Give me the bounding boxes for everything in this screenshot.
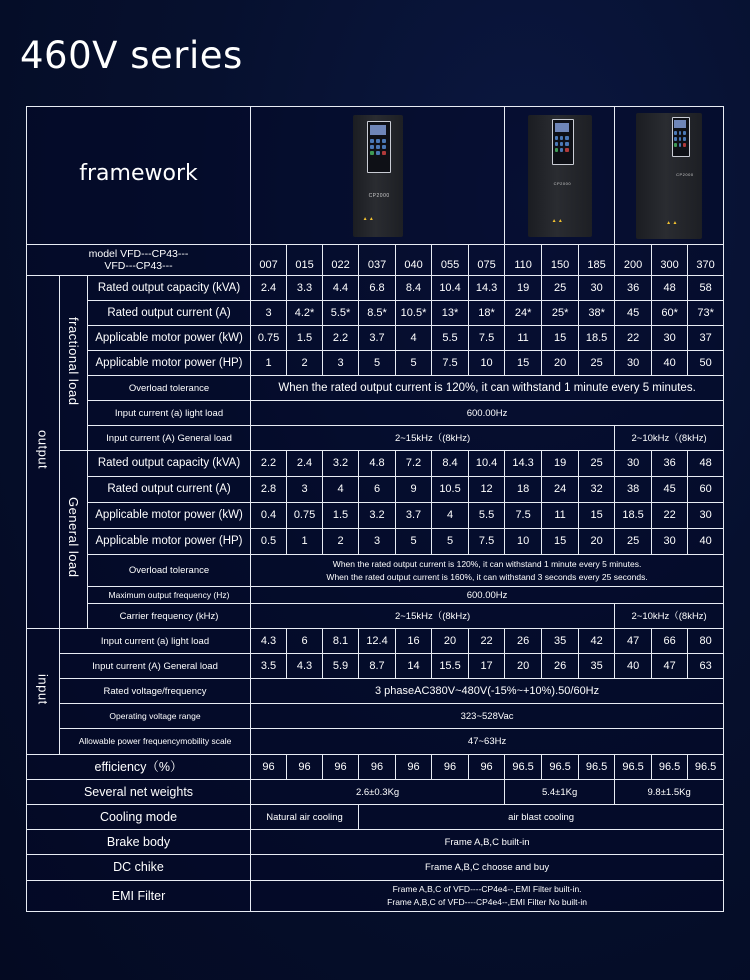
row-label: efficiency（%） bbox=[27, 755, 251, 780]
framework-row bbox=[27, 107, 724, 245]
frame-a-drive-image: CP2000 ▲ ▲ bbox=[353, 115, 403, 237]
weights-row bbox=[27, 780, 724, 805]
model-cell: 300 bbox=[652, 245, 688, 276]
row-label: Allowable power frequencymobility scale bbox=[60, 729, 251, 755]
row-label: Rated output current (A) bbox=[88, 477, 251, 503]
cooling-row bbox=[27, 805, 724, 830]
input-operating-voltage-row bbox=[27, 704, 724, 729]
gen-carrier-value-2: 2~10kHz（(8kHz) bbox=[615, 604, 724, 629]
frac-light-load-value: 600.00Hz bbox=[251, 401, 724, 426]
row-label: Rated output capacity (kVA) bbox=[88, 276, 251, 301]
frac-capacity-row: output fractional load Rated output capacity (kVA) 2.4 3.3 4.4 6.8 8.4 10.4 14.3 19 25 30 36 48 58 bbox=[27, 276, 724, 301]
input-group-label: input bbox=[27, 629, 60, 755]
efficiency-row: efficiency（%） 96 96 96 96 96 96 96 96.5 96.5 96.5 96.5 96.5 96.5 bbox=[27, 755, 724, 780]
row-label: Rated voltage/frequency bbox=[60, 679, 251, 704]
model-cell: 185 bbox=[579, 245, 615, 276]
frame-b-cell bbox=[505, 107, 615, 245]
row-label: DC chike bbox=[27, 855, 251, 881]
fractional-load-group-label: fractional load bbox=[60, 276, 88, 451]
input-rated-voltage-row bbox=[27, 679, 724, 704]
weight-frame-b: 5.4±1Kg bbox=[505, 780, 615, 805]
row-label: Rated output capacity (kVA) bbox=[88, 451, 251, 477]
model-cell: 110 bbox=[505, 245, 542, 276]
warning-icon: ▲ ▲ bbox=[666, 219, 678, 226]
row-label: Brake body bbox=[27, 830, 251, 855]
gen-overload-value: When the rated output current is 120%, it can withstand 1 minute every 5 minutes. When the rated output current is 160%, it can withstand 3 seconds every 25 seconds. bbox=[251, 555, 724, 587]
page-title: 460V series bbox=[20, 34, 243, 77]
framework-label-cell bbox=[27, 107, 251, 245]
frac-current-row: Rated output current (A) 3 4.2* 5.5* 8.5* 10.5* 13* 18* 24* 25* 38* 45 60* 73* bbox=[27, 301, 724, 326]
input-allowable-freq-row bbox=[27, 729, 724, 755]
warning-icon: ▲ ▲ bbox=[551, 217, 563, 224]
output-group-label: output bbox=[27, 276, 60, 629]
dc-choke-value: Frame A,B,C choose and buy bbox=[251, 855, 724, 881]
model-cell: 007 bbox=[251, 245, 287, 276]
frac-light-load-row bbox=[27, 401, 724, 426]
gen-kw-row: Applicable motor power (kW) 0.4 0.75 1.5 3.2 3.7 4 5.5 7.5 11 15 18.5 22 30 bbox=[27, 503, 724, 529]
frac-general-load-value-2: 2~10kHz（(8kHz) bbox=[615, 426, 724, 451]
row-label: Input current (A) General load bbox=[88, 426, 251, 451]
model-cell: 037 bbox=[359, 245, 396, 276]
gen-overload-row bbox=[27, 555, 724, 587]
operating-voltage-value: 323~528Vac bbox=[251, 704, 724, 729]
row-label: Several net weights bbox=[27, 780, 251, 805]
row-label: Input current (a) light load bbox=[88, 401, 251, 426]
row-label: Input current (a) light load bbox=[60, 629, 251, 654]
row-label: Applicable motor power (HP) bbox=[88, 529, 251, 555]
framework-label: framework bbox=[79, 161, 198, 186]
frame-c-drive-image: CP2000 ▲ ▲ bbox=[636, 113, 702, 239]
emi-row bbox=[27, 881, 724, 912]
brake-value: Frame A,B,C built-in bbox=[251, 830, 724, 855]
frame-c-cell bbox=[615, 107, 724, 245]
row-label: Operating voltage range bbox=[60, 704, 251, 729]
gen-hp-row: Applicable motor power (HP) 0.5 1 2 3 5 5 7.5 10 15 20 25 30 40 bbox=[27, 529, 724, 555]
gen-capacity-row: General load Rated output capacity (kVA) 2.2 2.4 3.2 4.8 7.2 8.4 10.4 14.3 19 25 30 36 48 bbox=[27, 451, 724, 477]
dc-choke-row bbox=[27, 855, 724, 881]
model-cell: 075 bbox=[469, 245, 505, 276]
row-label: Overload tolerance bbox=[88, 376, 251, 401]
model-row bbox=[27, 245, 724, 276]
rated-voltage-value: 3 phaseAC380V~480V(-15%~+10%).50/60Hz bbox=[251, 679, 724, 704]
frame-a-cell bbox=[251, 107, 505, 245]
row-label: Carrier frequency (kHz) bbox=[88, 604, 251, 629]
row-label: Cooling mode bbox=[27, 805, 251, 830]
cooling-natural: Natural air cooling bbox=[251, 805, 359, 830]
model-cell: 040 bbox=[396, 245, 432, 276]
frac-general-load-row bbox=[27, 426, 724, 451]
row-label: Overload tolerance bbox=[88, 555, 251, 587]
row-label: Applicable motor power (kW) bbox=[88, 503, 251, 529]
gen-carrier-row bbox=[27, 604, 724, 629]
emi-value: Frame A,B,C of VFD----CP4e4--,EMI Filter built-in. Frame A,B,C of VFD----CP4e4--,EMI Filter No built-in bbox=[251, 881, 724, 912]
frac-hp-row: Applicable motor power (HP) 1 2 3 5 5 7.5 10 15 20 25 30 40 50 bbox=[27, 351, 724, 376]
row-label: Maximum output frequency (Hz) bbox=[88, 587, 251, 604]
model-cell: 200 bbox=[615, 245, 652, 276]
row-label: EMI Filter bbox=[27, 881, 251, 912]
model-cell: 370 bbox=[688, 245, 724, 276]
general-load-group-label: General load bbox=[60, 451, 88, 629]
model-label-cell: model VFD---CP43--- VFD---CP43--- bbox=[27, 245, 251, 276]
row-label: Applicable motor power (kW) bbox=[88, 326, 251, 351]
row-label: Applicable motor power (HP) bbox=[88, 351, 251, 376]
spec-table bbox=[26, 106, 724, 912]
model-cell: 150 bbox=[542, 245, 579, 276]
frac-overload-value: When the rated output current is 120%, it can withstand 1 minute every 5 minutes. bbox=[251, 376, 724, 401]
input-general-load-row: Input current (A) General load 3.5 4.3 5.9 8.7 14 15.5 17 20 26 35 40 47 63 bbox=[27, 654, 724, 679]
weight-frame-c: 9.8±1.5Kg bbox=[615, 780, 724, 805]
brake-row bbox=[27, 830, 724, 855]
model-cell: 015 bbox=[287, 245, 323, 276]
frac-kw-row: Applicable motor power (kW) 0.75 1.5 2.2 3.7 4 5.5 7.5 11 15 18.5 22 30 37 bbox=[27, 326, 724, 351]
row-label: Rated output current (A) bbox=[88, 301, 251, 326]
frame-b-drive-image: CP2000 ▲ ▲ bbox=[528, 115, 592, 237]
allowable-freq-value: 47~63Hz bbox=[251, 729, 724, 755]
frac-overload-row bbox=[27, 376, 724, 401]
gen-carrier-value-1: 2~15kHz（(8kHz) bbox=[251, 604, 615, 629]
model-cell: 022 bbox=[323, 245, 359, 276]
weight-frame-a: 2.6±0.3Kg bbox=[251, 780, 505, 805]
gen-max-freq-row bbox=[27, 587, 724, 604]
gen-current-row: Rated output current (A) 2.8 3 4 6 9 10.5 12 18 24 32 38 45 60 bbox=[27, 477, 724, 503]
gen-max-freq-value: 600.00Hz bbox=[251, 587, 724, 604]
frac-general-load-value-1: 2~15kHz（(8kHz) bbox=[251, 426, 615, 451]
warning-icon: ▲ ▲ bbox=[362, 215, 374, 222]
input-light-load-row: input Input current (a) light load 4.3 6 8.1 12.4 16 20 22 26 35 42 47 66 80 bbox=[27, 629, 724, 654]
model-cell: 055 bbox=[432, 245, 469, 276]
cooling-blast: air blast cooling bbox=[359, 805, 724, 830]
row-label: Input current (A) General load bbox=[60, 654, 251, 679]
